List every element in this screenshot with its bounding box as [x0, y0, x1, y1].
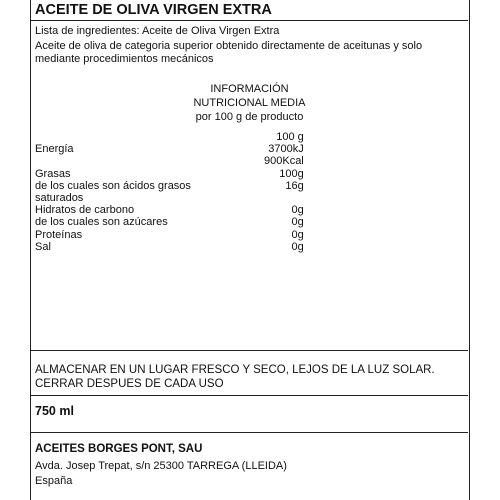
nutrient-name	[35, 131, 264, 143]
nutrition-row	[35, 216, 304, 228]
nutrient-value: 16g	[285, 179, 304, 192]
address-line-1: Avda. Josep Trepat, s/n 25300 TARREGA (LLEIDA)	[35, 460, 287, 472]
product-label	[30, 0, 470, 500]
company-address	[35, 459, 287, 489]
nutrient-value: 100g	[279, 167, 304, 180]
ingredients-description-line-1: Aceite de oliva de categoria superior obtenido directamente de aceitunas y solo	[35, 40, 423, 52]
nutrient-value: 0g	[291, 228, 304, 241]
nutrient-name: Grasas	[35, 167, 71, 180]
nutrient-value: 0g	[291, 204, 304, 217]
product-title: ACEITE DE OLIVA VIRGEN EXTRA	[35, 2, 272, 18]
nutrition-table	[35, 131, 304, 253]
nutrition-header-line-3: por 100 g de producto	[195, 111, 304, 123]
nutrition-header	[31, 82, 468, 124]
ingredients-description-line-2: mediante procedimientos mecánicos	[35, 53, 214, 65]
nutrient-name: Energía	[35, 143, 74, 156]
nutrition-row	[35, 229, 304, 241]
nutrition-row	[35, 241, 304, 253]
nutrient-value: 100 g	[276, 131, 304, 143]
nutrition-row	[35, 192, 304, 204]
nutrient-name	[35, 155, 264, 167]
nutrition-row	[35, 131, 304, 143]
nutrient-value: 3700kJ	[268, 143, 304, 156]
nutrient-value: 0g	[291, 240, 304, 253]
nutrient-name: de los cuales son ácidos grasos	[35, 179, 191, 192]
nutrient-value: 900Kcal	[264, 155, 304, 168]
nutrient-name: saturados	[35, 192, 84, 205]
ingredients-list: Lista de ingredientes: Aceite de Oliva Virgen Extra	[35, 25, 280, 37]
volume: 750 ml	[35, 404, 74, 418]
address-line-2: España	[35, 475, 73, 487]
nutrient-name: de los cuales son azúcares	[35, 216, 168, 229]
nutrient-value	[264, 192, 304, 204]
nutrition-header-line-1: INFORMACIÓN	[210, 83, 289, 95]
nutrient-name: Sal	[35, 240, 51, 253]
nutrition-header-line-2: NUTRICIONAL MEDIA	[193, 97, 306, 109]
nutrient-name: Proteínas	[35, 228, 83, 241]
title-divider	[31, 20, 468, 21]
nutrition-row	[35, 168, 304, 180]
storage-line-1: ALMACENAR EN UN LUGAR FRESCO Y SECO, LEJOS DE LA LUZ SOLAR.	[35, 364, 435, 376]
storage-divider	[31, 350, 468, 351]
nutrient-value: 0g	[291, 216, 304, 229]
company-name: ACEITES BORGES PONT, SAU	[35, 443, 203, 455]
nutrition-row	[35, 180, 304, 192]
volume-divider	[31, 395, 468, 396]
nutrition-row	[35, 155, 304, 167]
company-divider	[31, 432, 468, 433]
nutrient-name: Hidratos de carbono	[35, 204, 135, 217]
storage-instructions	[35, 363, 435, 391]
nutrition-row	[35, 143, 304, 155]
storage-line-2: CERRAR DESPUES DE CADA USO	[35, 378, 224, 390]
nutrition-row	[35, 204, 304, 216]
